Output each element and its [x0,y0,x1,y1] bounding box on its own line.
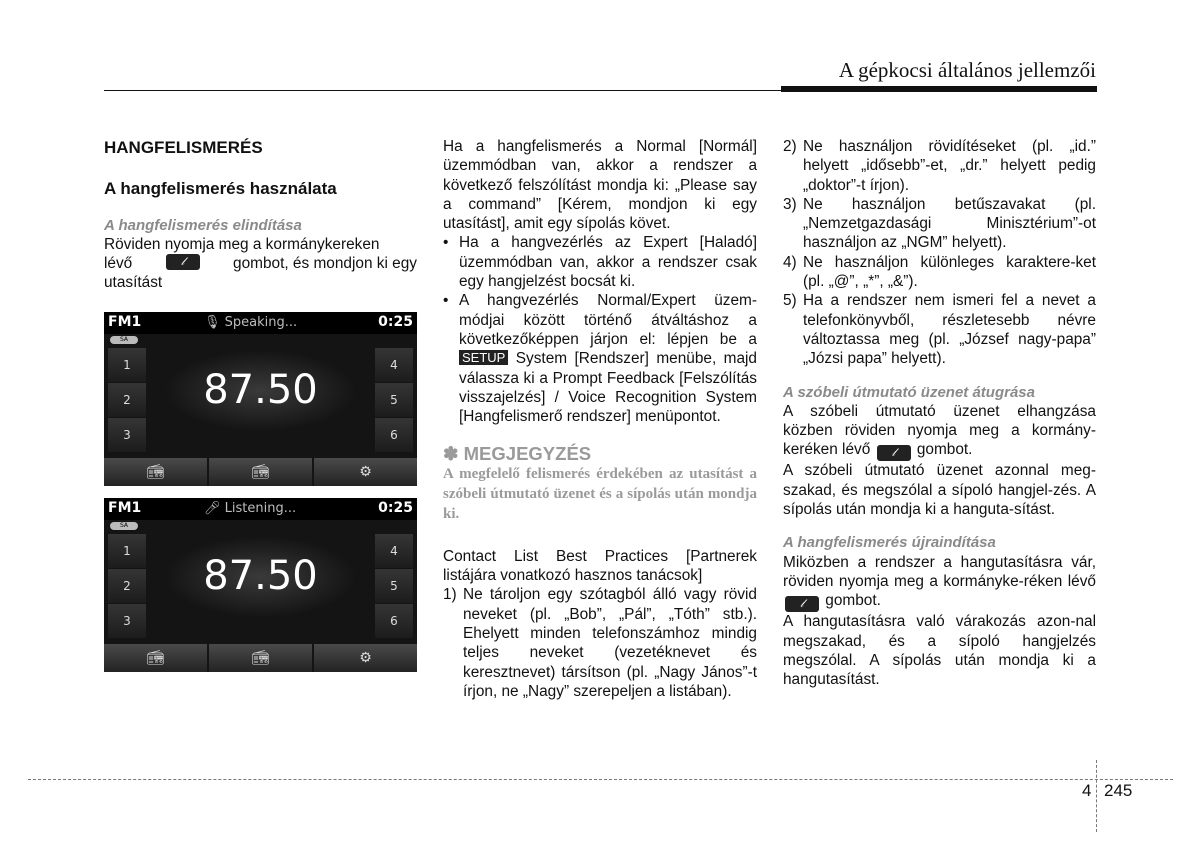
preset-button[interactable]: 5 [375,383,413,417]
subsection-heading: A hangfelismerés használata [104,179,337,199]
setup-key-label: SETUP [459,350,508,365]
preset-button[interactable]: 2 [108,569,146,603]
status-label: Speaking... [224,315,298,330]
item-number: 4) [783,253,797,271]
right-column [783,137,1096,689]
time-readout: 0:25 [378,500,413,516]
numbered-item [443,585,757,701]
numbered-item [783,195,1096,253]
header-bar [781,86,1097,92]
radio-info-icon[interactable]: 📻︎ [209,644,312,672]
item-text: Ne használjon különleges karaktere-ket (pl. „@”, „*”, „&”). [803,253,1096,291]
item-number: 3) [783,195,797,213]
skip-text-b: gombot. [916,441,973,459]
band-label: FM1 [108,314,142,330]
radio-screen-speaking [104,312,417,486]
intro-text-b: gombot, és mondjon ki egy [233,255,417,273]
frequency-display: 87.50 [203,553,318,599]
numbered-item [783,253,1096,292]
restart-text-a: Miközben a rendszer a hangutasításra vár, röviden nyomja meg a kormányke-réken lévő [783,553,1096,590]
intro-text-a: lévő [104,255,133,273]
bullet-item [443,291,757,426]
bullet-item: • Ha a hangvezérlés az Expert [Haladó] üzemmódban van, akkor a rendszer csak egy hangjelzést bocsát ki. [443,233,757,291]
footer-dashed-rule [28,779,1173,780]
contact-title: Contact List Best Practices [Partnerek listájára vonatkozó hasznos tanácsok] [443,547,757,585]
mode-paragraph: Ha a hangfelismerés a Normal [Normál] üzemmódban van, akkor a rendszer a következő felszólítást mondja ki: „Please say a command” [Kérem, mondjon ki egy utasítást], amit egy sípolás követ. [443,138,757,233]
band-label: FM1 [108,500,142,516]
preset-button[interactable]: 1 [108,534,146,568]
restart-text-b: gombot. [825,592,881,610]
preset-button[interactable]: 1 [108,348,146,382]
section-heading: HANGFELISMERÉS [104,138,263,157]
contact-list-items [443,585,757,701]
bullet-text-a: A hangvezérlés Normal/Expert üzem-módjai között történő átváltáshoz a következőképpen járjon el: lépjen be a [459,292,757,348]
item-text: Ha a rendszer nem ismeri fel a nevet a telefonkönyvből, részletesebb névre változtassa meg (pl. „József nagy-papa” „Józsi papa” helyett). [803,292,1096,368]
numbered-item [783,291,1096,368]
bottom-toolbar [104,644,417,672]
numbered-item [783,137,1096,195]
running-header-title: A gépkocsi általános jellemzői [838,58,1096,82]
restart-paragraph-1 [783,553,1096,613]
preset-button[interactable]: 6 [375,604,413,638]
radio-screen-listening [104,498,417,672]
preset-button[interactable]: 5 [375,569,413,603]
page-number: 245 [1104,781,1133,800]
status-label: Listening... [224,501,297,516]
intro-line-2 [104,254,417,273]
topic-title: A hangfelismerés elindítása [104,216,302,234]
bottom-toolbar [104,458,417,486]
preset-button[interactable]: 6 [375,418,413,452]
middle-column [443,137,757,701]
voice-button-icon: 𝓁 [785,596,819,612]
time-readout: 0:25 [378,314,413,330]
sa-badge: SA [110,336,138,344]
preset-button[interactable]: 3 [108,418,146,452]
settings-gear-icon[interactable]: ⚙ [314,458,417,486]
item-text: Ne tároljon egy szótagból álló vagy rövid neveket (pl. „Bob”, „Pál”, „Tóth” stb.). Ehelyett minden telefonszámhoz mindig teljes neveket (vezetéknevet és keresztnevet) társítson (pl. „Nagy János”-t írjon, ne „Nagy” szerepeljen a listában). [463,586,757,700]
preset-button[interactable]: 3 [108,604,146,638]
note-text: A megfelelő felismerés érdekében az utasítást a szóbeli útmutató üzenet és a sípolás után mondja ki. [443,465,757,522]
restart-paragraph-2: A hangutasításra való várakozás azon-nal megszakad, és a sípoló hangjelzés megszólal. A sípolás után mondja ki a hangutasítást. [783,613,1096,689]
note-title: ✽ MEGJEGYZÉS [443,443,592,465]
item-number: 5) [783,292,797,310]
item-number: 2) [783,138,797,155]
settings-gear-icon[interactable]: ⚙ [314,644,417,672]
preset-button[interactable]: 2 [108,383,146,417]
voice-button-icon: 𝓁 [877,445,911,461]
footer-dashed-divider [1096,760,1097,832]
skip-paragraph-1 [783,402,1096,462]
bullet-text-b: System [Rendszer] menübe, majd válassza ki a Prompt Feedback [Felszólítás visszajelzés] / Voice Recognition System [Hangfelismerő rendszer] menüpontot. [459,350,757,426]
mode-bullets [443,233,757,426]
status-text: 🎙︎ Speaking... [204,315,298,330]
frequency-display: 87.50 [203,367,318,413]
contact-list-items-cont [783,137,1096,369]
skip-title: A szóbeli útmutató üzenet átugrása [783,383,1035,401]
intro-line-3: utasítást [104,274,163,292]
sa-badge: SA [110,522,138,530]
radio-list-icon[interactable]: 📻︎ [104,458,207,486]
item-number: 1) [443,586,457,604]
chapter-number: 4 [1082,781,1092,800]
skip-text-a: A szóbeli útmutató üzenet elhangzása közben röviden nyomja meg a kormány-keréken lévő [783,402,1096,459]
radio-list-icon[interactable]: 📻︎ [104,644,207,672]
skip-paragraph-2: A szóbeli útmutató üzenet azonnal meg-szakad, és megszólal a sípoló hangjel-zés. A sípolás után mondja ki a hanguta-sítást. [783,462,1096,519]
radio-info-icon[interactable]: 📻︎ [209,458,312,486]
voice-button-icon: 𝓁 [166,254,200,270]
preset-button[interactable]: 4 [375,534,413,568]
left-column [104,138,417,293]
item-text: Ne használjon betűszavakat (pl. „Nemzetgazdasági Minisztérium”-ot használjon az „NGM” helyett). [803,195,1096,252]
intro-line-1: Röviden nyomja meg a kormánykereken [104,235,380,253]
status-text: 🎤︎ Listening... [204,501,297,516]
preset-button[interactable]: 4 [375,348,413,382]
item-text: Ne használjon rövidítéseket (pl. „id.” helyett „idősebb”-et, „dr.” helyett pedig „doktor”-t írjon). [803,138,1096,194]
restart-title: A hangfelismerés újraindítása [783,534,996,552]
